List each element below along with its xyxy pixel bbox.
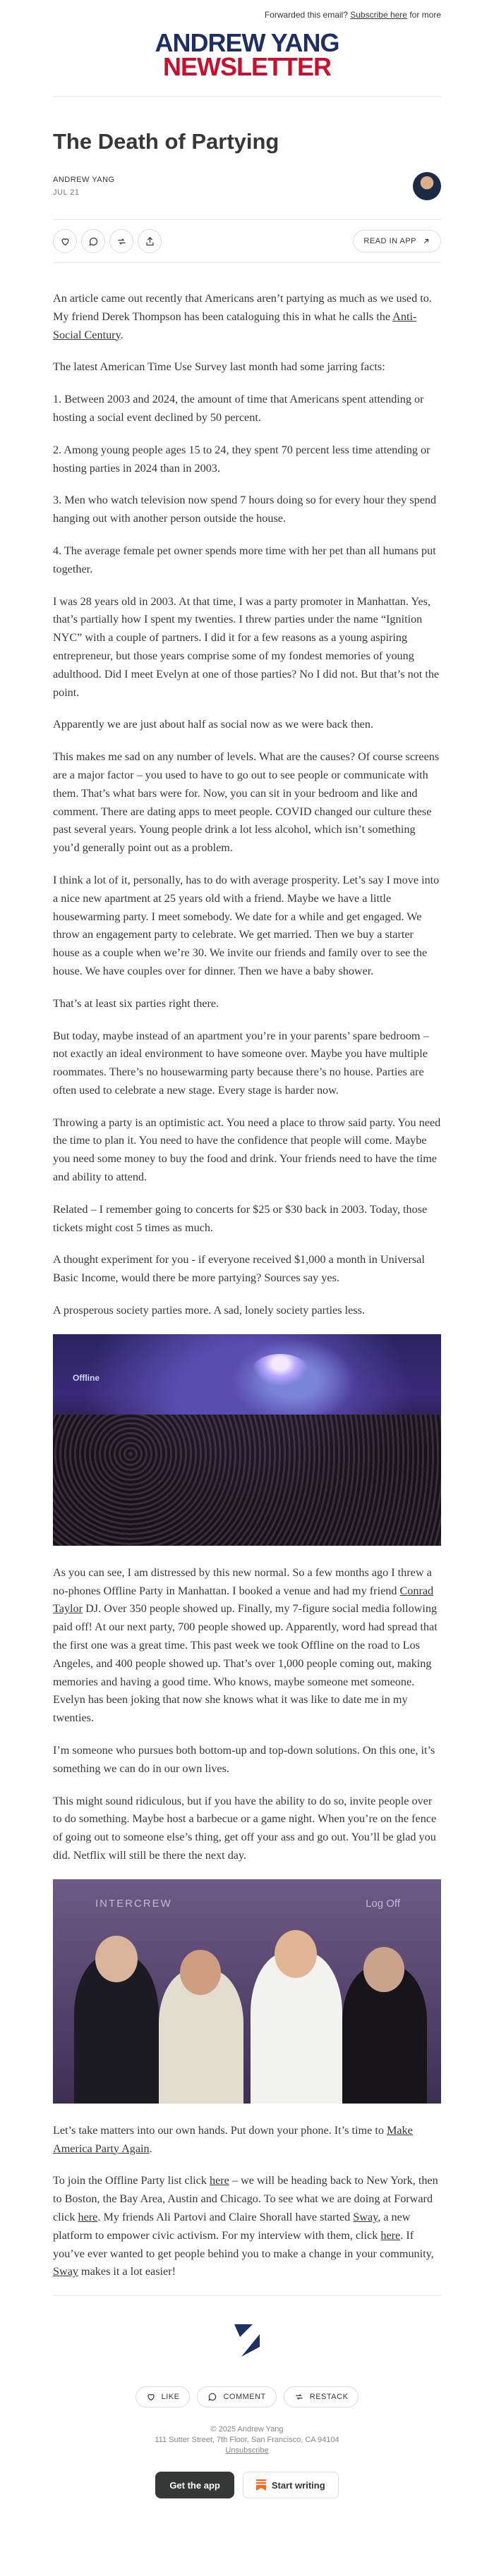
forwarded-suffix: for more bbox=[409, 10, 441, 20]
author-name[interactable]: ANDREW YANG bbox=[53, 176, 115, 184]
interview-link[interactable]: here bbox=[380, 2228, 401, 2242]
read-in-app-label: READ IN APP bbox=[363, 237, 416, 245]
party-group-photo[interactable] bbox=[53, 1879, 441, 2104]
footer-restack-button[interactable] bbox=[284, 2386, 359, 2407]
paragraph: This might sound ridiculous, but if you have the ability to do so, invite people over to do something. Maybe host a barbecue or a game night. When you’re on the fence of going out to someone else’s thing, get off your ass and go out. You’ll be glad you did. Netflix will still be there the next day. bbox=[53, 1794, 437, 1862]
get-app-button[interactable]: Get the app bbox=[155, 2472, 234, 2498]
person-2-head bbox=[180, 1950, 221, 1995]
footer-action-bar bbox=[53, 2386, 441, 2407]
paragraph: A thought experiment for you - if everyone received $1,000 a month in Universal Basic Income, would there be more partying? Sources say yes. bbox=[53, 1253, 425, 1285]
logo-line-1: ANDREW YANG bbox=[155, 28, 339, 57]
copyright: © 2025 Andrew Yang bbox=[210, 2425, 284, 2434]
start-writing-button[interactable] bbox=[243, 2472, 339, 2498]
paragraph: A prosperous society parties more. A sad, lonely society parties less. bbox=[53, 1304, 365, 1317]
paragraph: As you can see, I am distressed by this new normal. So a few months ago I threw a no-phones Offline Party in Manhattan. I booked a venue and had my friend Conrad Taylor DJ. Over 350 people showed up. Finally, my 7-figure social media following paid off! At our next party, 700 people showed up. Apparently, word had spread that the first one was a great time. This past week we took Offline on the road to Los Angeles, and 400 people showed up. That’s over 1,000 people coming out, making memories and having a good time. Who knows, maybe someone met someone. Evelyn has been joking that now she knows what it was like to date me in my twenties. bbox=[53, 1565, 438, 1725]
forward-link[interactable]: here bbox=[78, 2211, 98, 2223]
post-date: JUL 21 bbox=[53, 188, 80, 197]
logo-line-2: NEWSLETTER bbox=[163, 52, 331, 81]
paragraph: Apparently we are just about half as social now as we were back then. bbox=[53, 718, 373, 731]
forwarded-text: Forwarded this email? bbox=[264, 10, 348, 20]
paragraph: Related – I remember going to concerts for $25 or $30 back in 2003. Today, those tickets might cost 5 times as much. bbox=[53, 1202, 428, 1234]
article-end-divider bbox=[53, 2295, 441, 2296]
heart-icon bbox=[146, 2392, 156, 2402]
crowd bbox=[53, 1415, 441, 1546]
post-action-bar bbox=[53, 219, 441, 263]
paragraph: The latest American Time Use Survey last month had some jarring facts: bbox=[53, 360, 385, 374]
share-icon bbox=[145, 236, 155, 247]
byline bbox=[53, 169, 441, 204]
footer-comment-button[interactable] bbox=[197, 2386, 276, 2407]
make-america-party-again-link[interactable]: Make America Party Again bbox=[53, 2123, 413, 2155]
forward-party-logo-icon bbox=[231, 2321, 263, 2360]
restack-icon bbox=[116, 236, 127, 247]
paragraph: An article came out recently that Americans aren’t partying as much as we used to. My friend Derek Thompson has been cataloguing this in what he calls the Anti-Social Century. bbox=[53, 292, 432, 341]
paragraph: But today, maybe instead of an apartment you’re in your parents’ spare bedroom – not exactly an ideal environment to have someone over. Maybe you have multiple roommates. There’s no housewarming party because there’s no house. Parties are often used to celebrate a new stage. Every stage is harder now. bbox=[53, 1029, 429, 1097]
paragraph: Throwing a party is an optimistic act. You need a place to throw said party. You need the time to plan it. You need to have the confidence that people will come. Maybe you need some money to buy the food and drink. Your friends need to have the time and ability to attend. bbox=[53, 1116, 441, 1184]
person-1-head bbox=[95, 1936, 138, 1982]
like-button[interactable] bbox=[53, 229, 77, 253]
conrad-taylor-link[interactable]: Conrad Taylor bbox=[53, 1584, 434, 1616]
header-divider bbox=[53, 96, 441, 97]
paragraph: I was 28 years old in 2003. At that time, I was a party promoter in Manhattan. Yes, that’s partially how I spent my twenties. I threw parties under the name “Ignition NYC” with a couple of partners. I did it for a few reasons as a young aspiring entrepreneur, but those years comprise some of my fondest memories of young adulthood. Did I meet Evelyn at one of those parties? No I did not. But that’s not the point. bbox=[53, 594, 440, 699]
paragraph: 4. The average female pet owner spends more time with her pet than all humans put together. bbox=[53, 544, 436, 575]
start-writing-label: Start writing bbox=[271, 2479, 325, 2491]
article-body bbox=[53, 290, 441, 2281]
paragraph: 1. Between 2003 and 2024, the amount of time that Americans spent attending or hosting a social event declined by 50 percent. bbox=[53, 393, 424, 424]
anti-social-century-link[interactable]: Anti-Social Century bbox=[53, 310, 417, 341]
footer-like-button[interactable] bbox=[135, 2386, 191, 2407]
footer-info bbox=[53, 2424, 441, 2456]
paragraph: I’m someone who pursues both bottom-up and top-down solutions. On this one, it’s something we can do in our own lives. bbox=[53, 1744, 435, 1775]
paragraph: 2. Among young people ages 15 to 24, they spent 70 percent less time attending or hosting parties in 2024 than in 2003. bbox=[53, 443, 430, 475]
paragraph: That’s at least six parties right there. bbox=[53, 996, 219, 1010]
paragraph: To join the Offline Party list click here – we will be heading back to New York, then to Boston, the Bay Area, Austin and Chicago. To see what we are doing at Forward click here. My friends Ali Partovi and Claire Shorall have started Sway, a new platform to empower civic activism. For my interview with them, click here. If you’ve ever wanted to get people behind you to make a change in your community, Sway makes it a lot easier! bbox=[53, 2174, 438, 2278]
sway-link[interactable]: Sway bbox=[353, 2211, 378, 2223]
post-title[interactable]: The Death of Partying bbox=[53, 129, 279, 154]
comment-icon bbox=[88, 236, 99, 247]
comment-icon bbox=[207, 2392, 217, 2402]
address: 111 Sutter Street, 7th Floor, San Francisco, CA 94104 bbox=[155, 2436, 339, 2445]
email-container bbox=[53, 0, 441, 2508]
subscribe-link[interactable]: Subscribe here bbox=[350, 10, 407, 20]
substack-icon bbox=[256, 2479, 266, 2491]
log-off-sign: Log Off bbox=[366, 1897, 400, 1910]
offline-party-list-link[interactable]: here bbox=[210, 2174, 229, 2187]
person-4-head bbox=[363, 1947, 404, 1992]
footer-comment-label: COMMENT bbox=[223, 2393, 266, 2402]
heart-icon bbox=[60, 236, 71, 247]
paragraph: Let’s take matters into our own hands. Put down your phone. It’s time to Make America Party Again. bbox=[53, 2123, 413, 2155]
arrow-up-right-icon bbox=[422, 237, 430, 245]
person-3-head bbox=[275, 1930, 317, 1978]
stage-light bbox=[252, 1354, 308, 1386]
comment-button[interactable] bbox=[81, 229, 105, 253]
footer-restack-label: RESTACK bbox=[309, 2393, 349, 2402]
paragraph: This makes me sad on any number of levels. What are the causes? Of course screens are a major factor – you used to have to go out to see people or communicate with them. That’s what bars were for. Now, you can sit in your bedroom and like and comment. There are dating apps to meet people. COVID changed our culture these past several years. Young people drink a lot less alcohol, which isn’t something you’d generally point out as a problem. bbox=[53, 750, 440, 855]
sway-link-2[interactable]: Sway bbox=[53, 2265, 78, 2278]
intercrew-sign: INTERCREW bbox=[95, 1897, 172, 1910]
footer-like-label: LIKE bbox=[161, 2393, 180, 2402]
party-crowd-photo[interactable] bbox=[53, 1334, 441, 1546]
restack-button[interactable] bbox=[109, 229, 133, 253]
restack-icon bbox=[294, 2392, 304, 2402]
unsubscribe-link[interactable]: Unsubscribe bbox=[225, 2446, 269, 2455]
offline-sign: Offline bbox=[73, 1372, 100, 1383]
share-button[interactable] bbox=[138, 229, 162, 253]
publication-logo[interactable] bbox=[53, 2321, 441, 2367]
read-in-app-button[interactable] bbox=[353, 230, 441, 252]
forwarded-banner bbox=[53, 0, 441, 25]
author-avatar[interactable] bbox=[413, 172, 441, 200]
footer-cta bbox=[53, 2472, 441, 2508]
newsletter-logo[interactable] bbox=[53, 25, 441, 96]
paragraph: I think a lot of it, personally, has to do with average prosperity. Let’s say I move into a nice new apartment at 25 years old with a friend. Maybe we have a little housewarming party. I meet somebody. We date for a while and get engaged. We throw an engagement party to celebrate. We get married. Then we buy a starter house as a couple when we’re 30. We invite our friends and family over to see the house. We have couples over for dinner. Then we have a baby shower. bbox=[53, 873, 440, 977]
paragraph: 3. Men who watch television now spend 7 hours doing so for every hour they spend hanging out with another person outside the house. bbox=[53, 494, 437, 525]
